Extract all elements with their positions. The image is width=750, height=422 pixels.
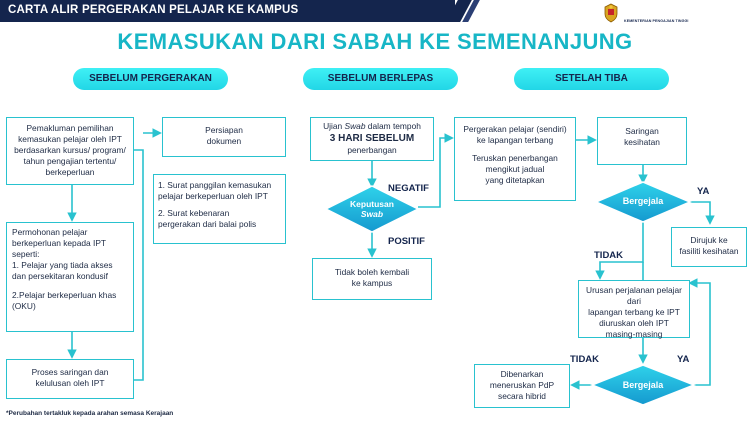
travel-line: lapangan terbang ke IPT (588, 306, 680, 317)
document-prep-line: Persiapan (205, 125, 243, 135)
hybrid-line: secara hibrid (498, 390, 546, 401)
notice-line: kemasukan pelajar oleh IPT (18, 133, 122, 144)
symptom2-label: Bergejala (622, 380, 664, 390)
notice-line: tahun pengajian tertentu/ (23, 155, 117, 166)
travel-line: diuruskan oleh IPT (599, 317, 669, 328)
document-prep-box (162, 117, 286, 157)
flight-line: mengikut jadual (485, 163, 545, 174)
yes1-label: YA (697, 186, 710, 197)
hybrid-line: Dibenarkan (500, 369, 544, 379)
positive-label: POSITIF (388, 236, 425, 247)
application-line: Permohonan pelajar (12, 227, 88, 237)
swab-test-text: dalam tempoh (365, 121, 421, 131)
page-title: KEMASUKAN DARI SABAH KE SEMENANJUNG (117, 29, 633, 54)
referred-line: fasiliti kesihatan (679, 245, 739, 256)
application-line: 1. Pelajar yang tiada akses (12, 259, 113, 270)
yes2-label: YA (677, 354, 690, 365)
document-list-box (153, 174, 286, 244)
application-line: dan persekitaran kondusif (12, 270, 108, 281)
document-prep-line: dokumen (206, 135, 242, 146)
document-list-line: pergerakan dari balai polis (158, 218, 257, 229)
negative-label: NEGATIF (388, 183, 429, 194)
travel-line: masing-masing (605, 328, 663, 339)
health-screening-line: Saringan (625, 126, 659, 136)
application-line: berkeperluan kepada IPT (12, 237, 107, 248)
referred-line: Dirujuk ke (690, 235, 728, 245)
application-line: seperti: (12, 248, 40, 259)
phase-before-departure: SEBELUM BERLEPAS (303, 68, 458, 90)
not-allowed-box (312, 258, 432, 300)
header-title: CARTA ALIR PERGERAKAN PELAJAR KE KAMPUS (8, 4, 299, 16)
phase-after-arrival: SETELAH TIBA (514, 68, 669, 90)
no1-label: TIDAK (594, 250, 624, 261)
screening-approval-line: Proses saringan dan (31, 367, 109, 377)
application-spacer (12, 282, 128, 290)
health-screening-line: kesihatan (624, 136, 660, 147)
hybrid-box (474, 364, 570, 408)
notice-line: berdasarkan kursus/ program/ (14, 144, 126, 155)
flight-line: yang ditetapkan (485, 174, 545, 185)
swab-decision-text: Swab (360, 209, 384, 219)
health-screening-box (597, 117, 687, 165)
swab-test-line: penerbangan (347, 144, 397, 155)
document-list-line: 2. Surat kebenaran (158, 207, 230, 218)
no2-label: TIDAK (570, 354, 600, 365)
application-box (6, 222, 134, 332)
airport-move-line: ke lapangan terbang (476, 134, 554, 145)
swab-test-emphasis: Swab (344, 121, 366, 131)
notice-line: berkeperluan (45, 166, 95, 177)
notice-box (6, 117, 134, 185)
application-line: 2.Pelajar berkeperluan khas (12, 289, 117, 300)
screening-approval-line: kelulusan oleh IPT (35, 377, 105, 388)
hybrid-line: meneruskan PdP (489, 379, 555, 390)
not-allowed-line: Tidak boleh kembali (334, 267, 410, 277)
airport-move-line: Pergerakan pelajar (sendiri) (463, 124, 567, 134)
application-line: (OKU) (12, 300, 36, 311)
ministry-name: KEMENTERIAN PENGAJIAN TINGGI (624, 19, 689, 23)
notice-line: Pemakluman pemilihan (26, 123, 114, 133)
screening-approval-box (6, 359, 134, 399)
footnote: *Perubahan tertakluk kepada arahan semasa Kerajaan (6, 410, 174, 417)
symptom1-label: Bergejala (622, 196, 664, 206)
document-list-line: pelajar berkeperluan oleh IPT (158, 190, 268, 201)
not-allowed-line: ke kampus (351, 277, 393, 288)
referred-box (671, 227, 747, 267)
airport-move-box (454, 117, 576, 201)
phase-before-movement: SEBELUM PERGERAKAN (73, 68, 228, 90)
swab-test-line (313, 121, 431, 132)
flight-line: Teruskan penerbangan (472, 152, 558, 163)
travel-arrangement-box (578, 280, 690, 338)
document-list-line: 1. Surat panggilan kemasukan (158, 180, 272, 190)
swab-decision-text: Keputusan (350, 199, 394, 209)
travel-line: Urusan perjalanan pelajar dari (586, 285, 682, 306)
swab-decision-label (326, 199, 418, 219)
airport-move-spacer (457, 146, 573, 153)
swab-test-box (310, 117, 434, 161)
swab-test-text: Ujian (323, 121, 345, 131)
swab-test-deadline: 3 HARI SEBELUM (329, 132, 415, 144)
